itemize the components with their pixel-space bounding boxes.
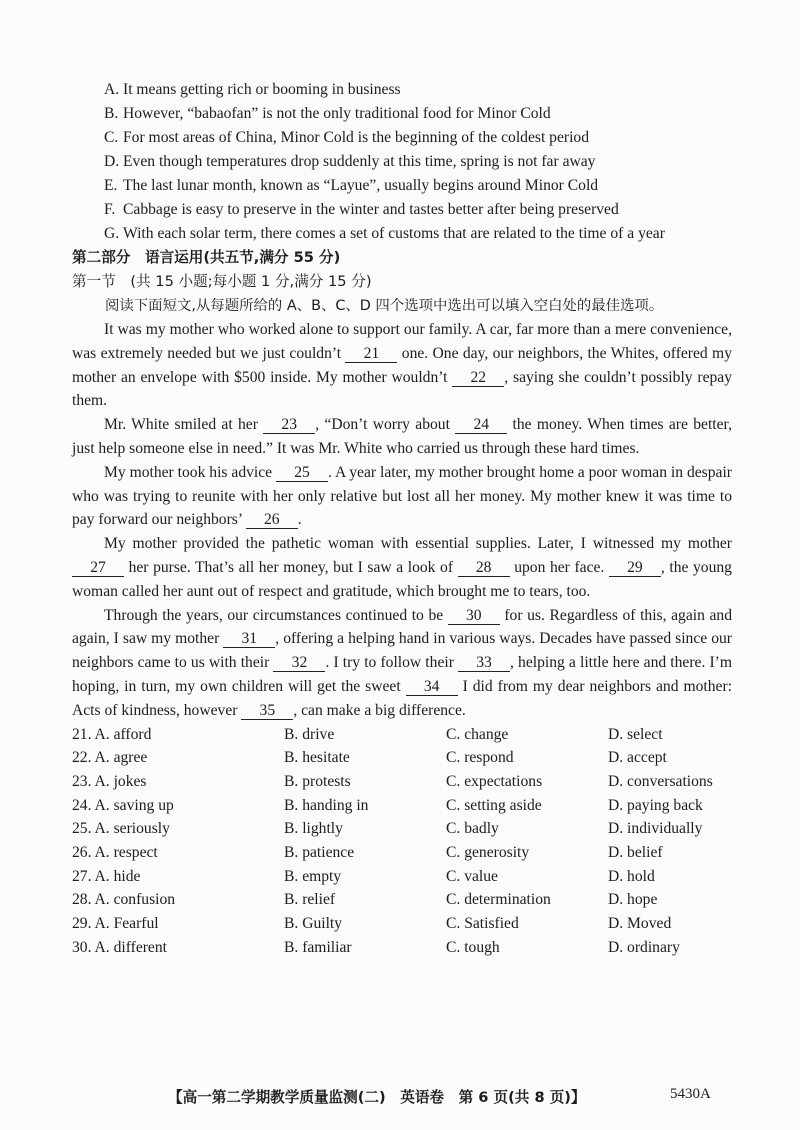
choice-row-26: 26. A. respect B. patience C. generosity D. belief [72, 844, 663, 862]
blank-29: 29 [609, 559, 661, 577]
blank-28: 28 [458, 559, 510, 577]
blank-25: 25 [276, 464, 328, 482]
blank-27: 27 [72, 559, 124, 577]
blank-30: 30 [448, 607, 500, 625]
choice-row-22: 22. A. agree B. hesitate C. respond D. accept [72, 749, 667, 767]
page-footer [0, 1086, 800, 1110]
passage-paragraph-5: Through the years, our circumstances continued to be 30 for us. Regardless of this, again and again, I saw my mother 31 , offering a helping hand in various ways. Decades have passed since our neighbors came to us with their 32 . I try to follow their 33 , helping a little here and there. I’m hoping, in turn, my own children will get the sweet 34 I did from my dear neighbors and mother: Acts of kindness, however 35 , can make a big difference. [72, 606, 732, 719]
blank-22: 22 [452, 369, 504, 387]
option-f: F. Cabbage is easy to preserve in the winter and tastes better after being preserved [104, 201, 619, 218]
choice-row-28: 28. A. confusion B. relief C. determination D. hope [72, 891, 658, 909]
choice-table [72, 723, 732, 960]
blank-24: 24 [455, 416, 507, 434]
option-g: G. With each solar term, there comes a set of customs that are related to the time of a year [104, 225, 665, 242]
passage-paragraph-1: It was my mother who worked alone to support our family. A car, far more than a mere convenience, was extremely needed but we just couldn’t 21 one. One day, our neighbors, the Whites, offered my mother an envelope with $500 inside. My mother wouldn’t 22 , saying she couldn’t possibly repay them. [72, 321, 732, 410]
instruction: 阅读下面短文,从每题所给的 A、B、C、D 四个选项中选出可以填入空白处的最佳选项。 [105, 298, 664, 314]
passage-paragraph-2: Mr. White smiled at her 23 , “Don’t worry about 24 the money. When times are better, just help someone else in need.” It was Mr. White who carried us through these hard times. [72, 416, 732, 457]
footer-title: 【高一第二学期教学质量监测(二) 英语卷 第 6 页(共 8 页)】 [168, 1089, 586, 1106]
option-a: A. It means getting rich or booming in business [104, 81, 401, 98]
blank-32: 32 [273, 654, 325, 672]
section-one-heading: 第一节 (共 15 小题;每小题 1 分,满分 15 分) [72, 273, 372, 290]
blank-34: 34 [406, 678, 458, 696]
blank-31: 31 [223, 630, 275, 648]
part-two-heading: 第二部分 语言运用(共五节,满分 55 分) [72, 249, 341, 266]
option-e: E. The last lunar month, known as “Layue”, usually begins around Minor Cold [104, 177, 599, 194]
blank-21: 21 [345, 345, 397, 363]
choice-row-29: 29. A. Fearful B. Guilty C. Satisfied D. Moved [72, 915, 672, 933]
passage-paragraph-3: My mother took his advice 25 . A year later, my mother brought home a poor woman in despair who was trying to reunite with her only relative but lost all her money. My mother knew it was time to pay forward our neighbors’ 26 . [72, 463, 732, 529]
option-b: B. However, “babaofan” is not the only traditional food for Minor Cold [104, 105, 551, 122]
choice-row-27: 27. A. hide B. empty C. value D. hold [72, 867, 655, 885]
choice-row-23: 23. A. jokes B. protests C. expectations D. conversations [72, 772, 713, 790]
choice-row-30: 30. A. different B. familiar C. tough D. ordinary [72, 938, 680, 956]
choice-row-24: 24. A. saving up B. handing in C. setting aside D. paying back [72, 796, 703, 814]
exam-page [72, 78, 732, 960]
blank-33: 33 [458, 654, 510, 672]
choice-row-21: 21. A. afford B. drive C. change D. select [72, 725, 663, 743]
passage-paragraph-4: My mother provided the pathetic woman with essential supplies. Later, I witnessed my mother 27 her purse. That’s all her money, but I saw a look of 28 upon her face. 29 , the young woman called her aunt out of respect and gratitude, which brought me to tears, too. [72, 535, 732, 600]
option-list [72, 78, 732, 246]
choice-row-25: 25. A. seriously B. lightly C. badly D. individually [72, 820, 703, 838]
blank-26: 26 [246, 511, 298, 529]
blank-23: 23 [263, 416, 315, 434]
footer-code: 5430A [670, 1086, 711, 1102]
option-d: D. Even though temperatures drop suddenly at this time, spring is not far away [104, 153, 596, 170]
blank-35: 35 [241, 702, 293, 720]
option-c: C. For most areas of China, Minor Cold is the beginning of the coldest period [104, 129, 590, 146]
